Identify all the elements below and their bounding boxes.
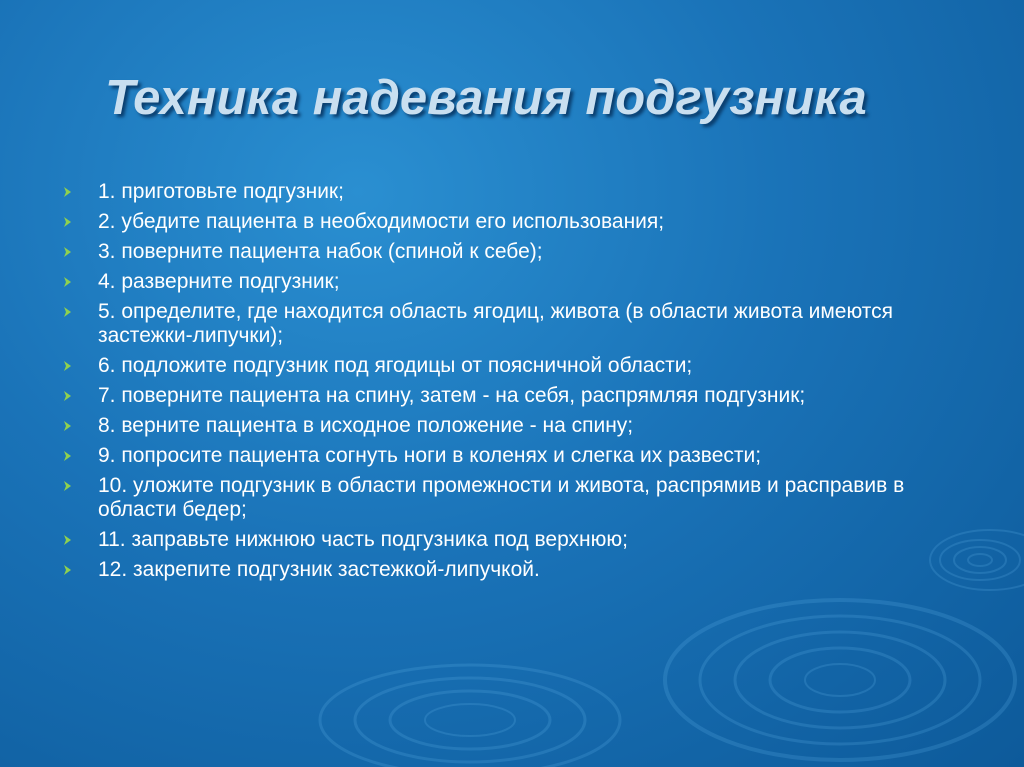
list-item	[62, 270, 982, 294]
list-item-text: 11. заправьте нижнюю часть подгузника под верхнюю;	[98, 528, 628, 551]
list-item	[62, 180, 982, 204]
chevron-right-icon	[62, 306, 74, 318]
chevron-right-icon	[62, 276, 74, 288]
list-item	[62, 240, 982, 264]
list-item-text: 4. разверните подгузник;	[98, 270, 340, 293]
chevron-right-icon	[62, 534, 74, 546]
list-item-text: 12. закрепите подгузник застежкой-липучкой.	[98, 558, 540, 581]
list-item	[62, 528, 982, 552]
chevron-right-icon	[62, 480, 74, 492]
list-item-text: 7. поверните пациента на спину, затем - на себя, распрямляя подгузник;	[98, 384, 806, 407]
list-item	[62, 300, 982, 348]
list-item	[62, 558, 982, 582]
list-item-text: 2. убедите пациента в необходимости его использования;	[98, 210, 665, 233]
list-item-text: 1. приготовьте подгузник;	[98, 180, 344, 203]
chevron-right-icon	[62, 246, 74, 258]
list-item-text: 8. верните пациента в исходное положение - на спину;	[98, 414, 634, 437]
list-item	[62, 210, 982, 234]
page-title: Техника надевания подгузника	[105, 71, 867, 125]
chevron-right-icon	[62, 390, 74, 402]
list-item	[62, 474, 982, 522]
chevron-right-icon	[62, 216, 74, 228]
list-item	[62, 414, 982, 438]
chevron-right-icon	[62, 420, 74, 432]
list-item	[62, 444, 982, 468]
list-item-text: 3. поверните пациента набок (спиной к себе);	[98, 240, 543, 263]
chevron-right-icon	[62, 360, 74, 372]
list-item	[62, 354, 982, 378]
list-item-text: 10. уложите подгузник в области промежности и живота, распрямив и расправив в области бедер;	[98, 474, 905, 521]
chevron-right-icon	[62, 186, 74, 198]
steps-list	[62, 180, 982, 588]
chevron-right-icon	[62, 450, 74, 462]
list-item-text: 5. определите, где находится область ягодиц, живота (в области живота имеются застежки-липучки);	[98, 300, 893, 347]
chevron-right-icon	[62, 564, 74, 576]
list-item-text: 9. попросите пациента согнуть ноги в коленях и слегка их развести;	[98, 444, 762, 467]
list-item-text: 6. подложите подгузник под ягодицы от поясничной области;	[98, 354, 693, 377]
list-item	[62, 384, 982, 408]
